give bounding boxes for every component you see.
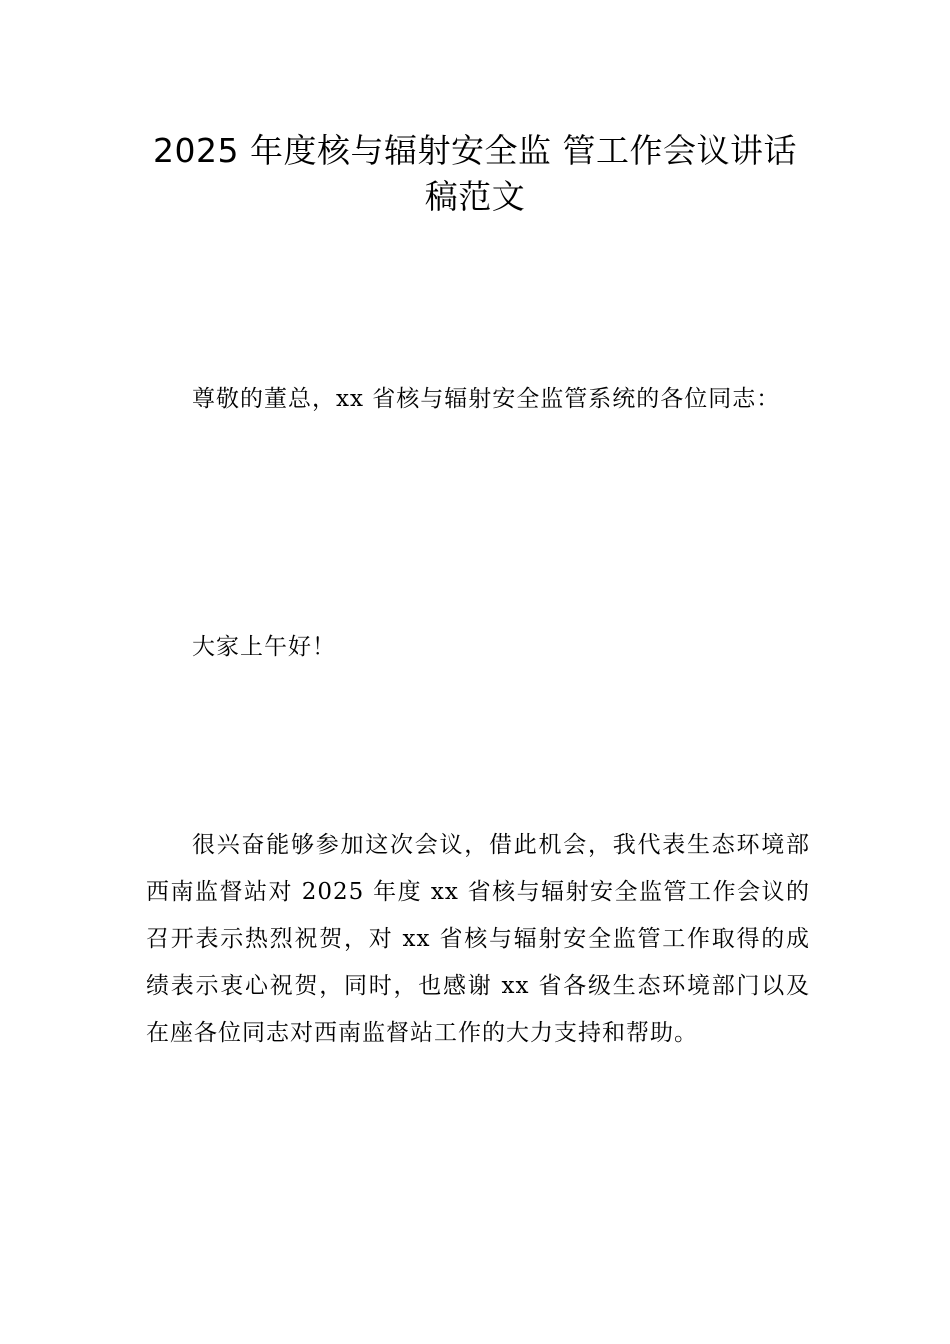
salutation-paragraph: 尊敬的董总，xx 省核与辐射安全监管系统的各位同志： [192,386,781,412]
greeting-paragraph: 大家上午好！ [192,634,336,660]
title-line-1: 2025 年度核与辐射安全监 管工作会议讲话 [153,131,797,170]
body-paragraph: 很兴奋能够参加这次会议，借此机会，我代表生态环境部西南监督站对 2025 年度 xx 省核与辐射安全监管工作会议的召开表示热烈祝贺，对 xx 省核与辐射安全监管工作取得的成绩表示衷心祝贺，同时，也感谢 xx 省各级生态环境部门以及在座各位同志对西南监督站工作的大力支持和帮助。 [146,832,810,1046]
title-line-2: 稿范文 [424,177,526,216]
document-title [140,128,810,220]
